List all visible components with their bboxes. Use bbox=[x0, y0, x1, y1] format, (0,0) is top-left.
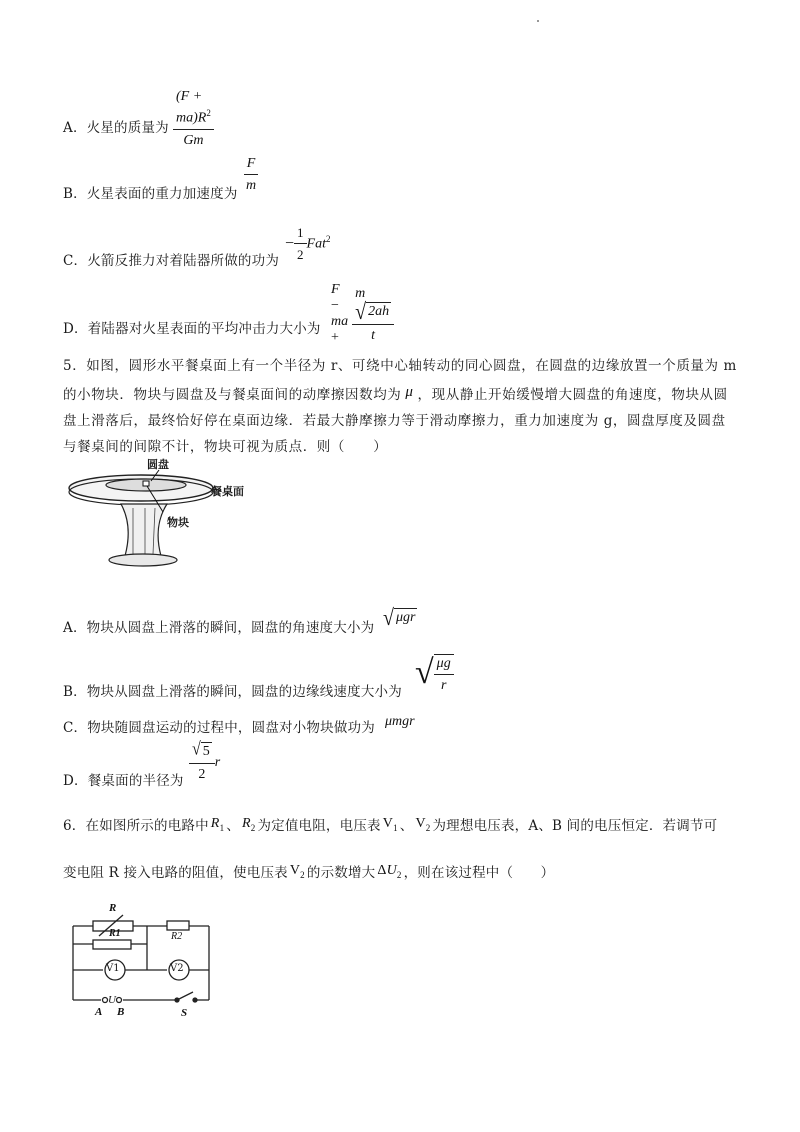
q5-option-c-formula: μmgr bbox=[385, 714, 415, 729]
q5-option-d-formula: √ 5 2 r bbox=[189, 742, 220, 783]
label-table: 餐桌面 bbox=[211, 485, 244, 498]
mu-symbol: μ bbox=[405, 384, 414, 400]
q6-circuit-figure bbox=[63, 902, 223, 1023]
q4-option-b-text: B．火星表面的重力加速度为 bbox=[63, 186, 238, 202]
label-disc: 圆盘 bbox=[147, 458, 169, 471]
q5-option-a-text: A．物块从圆盘上滑落的瞬间，圆盘的角速度大小为 bbox=[63, 620, 375, 636]
symbol-v2: $V_2$ bbox=[415, 816, 431, 833]
q5-line-4: 与餐桌间的间隙不计，物块可视为质点．则（ ） bbox=[63, 439, 388, 455]
q5-figure-table bbox=[63, 456, 263, 572]
q5-option-c-text: C．物块随圆盘运动的过程中，圆盘对小物块做功为 bbox=[63, 720, 375, 736]
symbol-r2: $R_2$ bbox=[241, 816, 256, 833]
label-block: 物块 bbox=[167, 516, 189, 529]
symbol-v1: $V_1$ bbox=[382, 816, 398, 833]
q5-option-b-formula: √ $\frac{\mu g}{r}$ bbox=[415, 654, 454, 694]
label-v2: V2 bbox=[170, 963, 184, 974]
q5-line-3: 盘上滑落后，最终恰好停在桌面边缘．若最大静摩擦力等于滑动摩擦力，重力加速度为 g，圆盘厚度及圆盘 bbox=[63, 413, 726, 429]
q4-option-a-formula: $\frac{(F + ma)R^2}{Gm}$ bbox=[173, 88, 214, 149]
symbol-v2-line2: $V_2$ bbox=[289, 863, 305, 880]
q4-option-c-formula: − $\frac{1}{2}$ Fat$^2$ bbox=[285, 225, 331, 262]
q4-option-d-text: D．着陆器对火星表面的平均冲击力大小为 bbox=[63, 321, 321, 337]
label-r: R bbox=[109, 902, 117, 914]
label-r2: R2 bbox=[171, 931, 183, 942]
q6-line-2: 变电阻 R 接入电路的阻值，使电压表 $V_2$ 的示数增大 $\Delta U_2$ ，则在该过程中（ ） bbox=[63, 862, 554, 884]
table-drawing bbox=[63, 456, 263, 572]
corner-mark bbox=[537, 20, 539, 22]
label-r1: R1 bbox=[109, 928, 121, 939]
label-b: B bbox=[117, 1006, 125, 1018]
q5-option-d-text: D．餐桌面的半径为 bbox=[63, 773, 184, 789]
q4-option-a-text: A．火星的质量为 bbox=[63, 120, 169, 136]
q4-option-c-text: C．火箭反推力对着陆器所做的功为 bbox=[63, 253, 280, 269]
label-a: A bbox=[95, 1006, 103, 1018]
circuit-drawing bbox=[63, 908, 223, 1023]
label-u: U bbox=[108, 994, 116, 1006]
q6-line-1: 6．在如图所示的电路中 $R_1$ 、 $R_2$ 为定值电阻，电压表 $V_1$ 、 $V_2$ 为理想电压表，A、B 间的电压恒定．若调节可 bbox=[63, 815, 717, 837]
q4-option-b-formula: $\frac{F}{m}$ bbox=[243, 155, 259, 194]
q5-option-a-formula: √ μgr bbox=[383, 605, 416, 631]
symbol-r1: $R_1$ bbox=[210, 816, 225, 833]
label-v1: V1 bbox=[106, 963, 120, 974]
q5-line-1: 5．如图，圆形水平餐桌面上有一个半径为 r、可绕中心轴转动的同心圆盘，在圆盘的边缘放置一个质量为 m bbox=[63, 358, 737, 374]
q5-stem bbox=[63, 353, 739, 460]
q5-option-b-text: B．物块从圆盘上滑落的瞬间，圆盘的边缘线速度大小为 bbox=[63, 684, 402, 700]
q5-line-2: 的小物块．物块与圆盘及与餐桌面间的动摩擦因数均为 μ ，现从静止开始缓慢增大圆盘的角速度，物块从圆 bbox=[63, 384, 728, 403]
label-s: S bbox=[181, 1007, 188, 1019]
q4-option-d-formula: F − ma + m √ 2ah t bbox=[331, 282, 394, 346]
symbol-delta-u2: $\Delta U_2$ bbox=[377, 863, 402, 880]
